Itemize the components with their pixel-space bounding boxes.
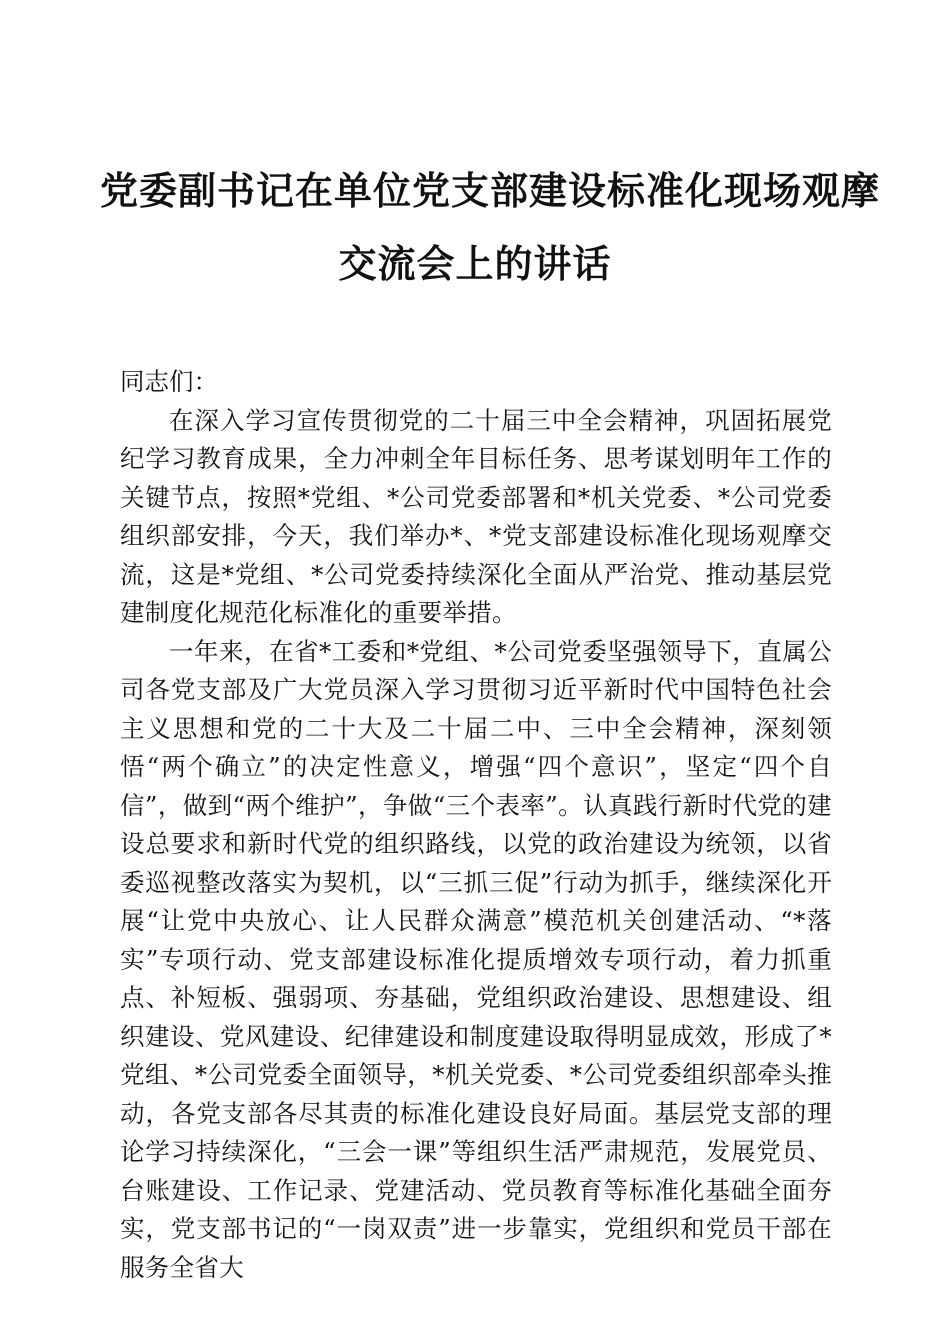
document-body — [120, 363, 832, 1287]
document-title-line-2: 交流会上的讲话 — [338, 241, 612, 286]
document-title-line-1: 党委副书记在单位党支部建设标准化现场观摩 — [100, 168, 881, 213]
paragraph-1: 在深入学习宣传贯彻党的二十届三中全会精神，巩固拓展党纪学习教育成果，全力冲刺全年目标任务、思考谋划明年工作的关键节点，按照*党组、*公司党委部署和*机关党委、*公司党委组织部安排，今天，我们举办*、*党支部建设标准化现场观摩交流，这是*党组、*公司党委持续深化全面从严治党、推动基层党建制度化规范化标准化的重要举措。 — [120, 405, 832, 627]
paragraph-2: 一年来，在省*工委和*党组、*公司党委坚强领导下，直属公司各党支部及广大党员深入学习贯彻习近平新时代中国特色社会主义思想和党的二十大及二十届二中、三中全会精神，深刻领悟“两个确立”的决定性意义，增强“四个意识”，坚定“四个自信”，做到“两个维护”，争做“三个表率”。认真践行新时代党的建设总要求和新时代党的组织路线，以党的政治建设为统领，以省委巡视整改落实为契机，以“三抓三促”行动为抓手，继续深化开展“让党中央放心、让人民群众满意”模范机关创建活动、“*落实”专项行动、党支部建设标准化提质增效专项行动，着力抓重点、补短板、强弱项、夯基础，党组织政治建设、思想建设、组织建设、党风建设、纪律建设和制度建设取得明显成效，形成了*党组、*公司党委全面领导，*机关党委、*公司党委组织部牵头推动，各党支部各尽其责的标准化建设良好局面。基层党支部的理论学习持续深化，“三会一课”等组织生活严肃规范，发展党员、台账建设、工作记录、党建活动、党员教育等标准化基础全面夯实，党支部书记的“一岗双责”进一步靠实，党组织和党员干部在服务全省大 — [120, 636, 832, 1282]
salutation: 同志们： — [120, 367, 218, 396]
